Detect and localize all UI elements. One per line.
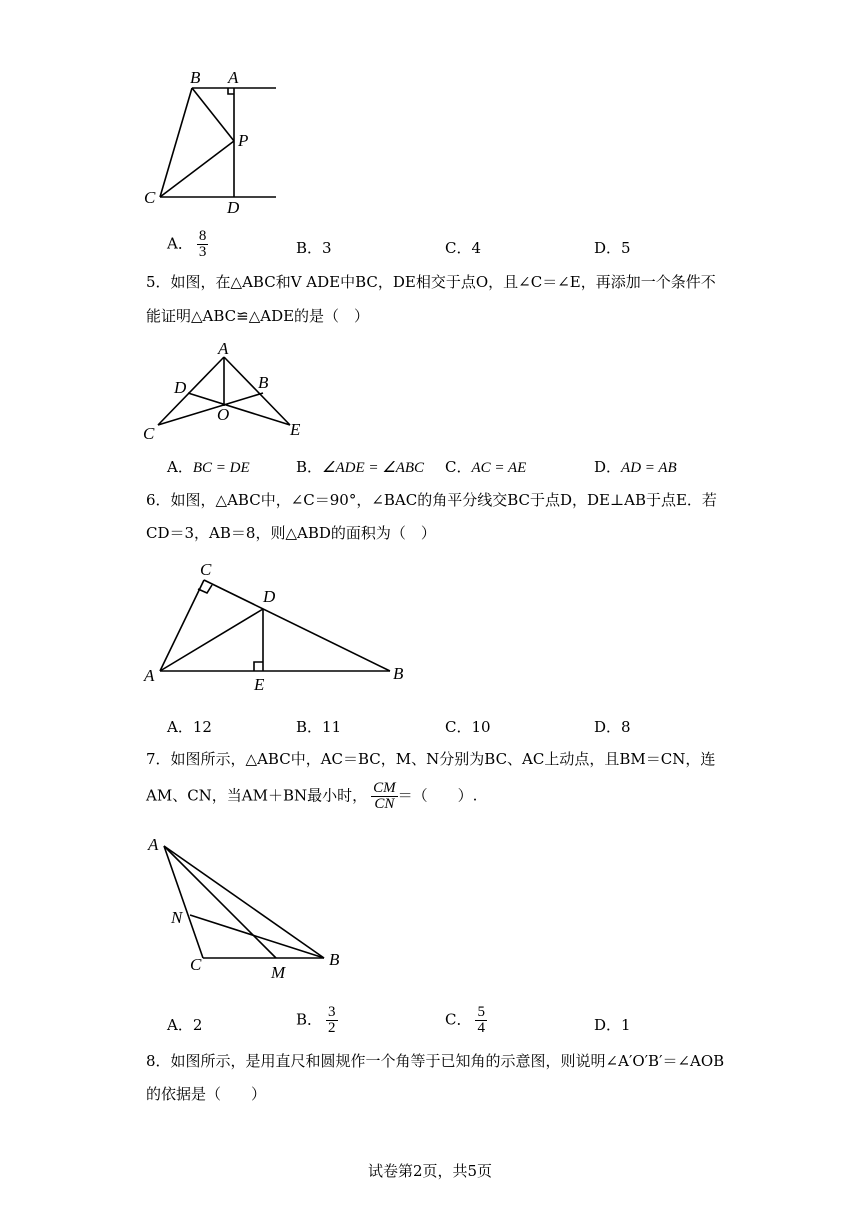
q7-stem-line1: 7．如图所示，△ABC中，AC＝BC，M、N分别为BC、AC上动点，且BM＝CN，连: [146, 750, 716, 768]
q6-label-c: C: [200, 560, 212, 579]
q4-option-a[interactable]: A． $\frac{8}{3}$: [167, 228, 207, 260]
q7-figure: [140, 836, 355, 986]
q4-figure: [140, 66, 290, 216]
q7-label-n: N: [171, 908, 183, 927]
q6-label-a: A: [144, 666, 155, 685]
q7-option-b[interactable]: B． $\frac{3}{2}$: [296, 1004, 336, 1036]
q6-stem-line1: 6．如图，△ABC中，∠C＝90°，∠BAC的角平分线交BC于点D，DE⊥AB于点E．若: [146, 491, 717, 509]
q6-option-a[interactable]: A．12: [167, 718, 212, 736]
q5-stem-line2: 能证明△ABC≌△ADE的是（ ）: [146, 307, 370, 325]
q4-option-c[interactable]: C．4: [445, 239, 482, 257]
q5-stem-line1: 5．如图，在△ABC和V ADE中BC，DE相交于点O，且∠C＝∠E，再添加一个条件不: [146, 273, 716, 291]
q5-label-b: B: [258, 373, 269, 392]
q4-label-p: P: [238, 131, 249, 150]
q8-stem-line2: 的依据是（ ）: [146, 1085, 267, 1103]
q7-label-b: B: [329, 950, 340, 969]
q6-option-c[interactable]: C．10: [445, 718, 491, 736]
q7-option-c-fraction: $\frac{5}{4}$: [477, 1004, 485, 1036]
q7-option-d[interactable]: D．1: [594, 1016, 631, 1034]
q4-label-d: D: [227, 198, 240, 217]
q7-option-c[interactable]: C． $\frac{5}{4}$: [445, 1004, 485, 1036]
q5-label-c: C: [143, 424, 155, 443]
q7-label-a: A: [148, 835, 159, 854]
q5-label-e: E: [290, 420, 301, 439]
q7-stem-fraction: $\frac{CM}{CN}$: [373, 780, 396, 812]
q4-label-a: A: [228, 68, 239, 87]
q6-label-e: E: [254, 675, 265, 694]
q5-option-c[interactable]: C．AC = AE: [445, 458, 527, 476]
q4-option-a-fraction: $\frac{8}{3}$: [198, 228, 207, 260]
q7-option-a[interactable]: A．2: [167, 1016, 203, 1034]
q7-label-m: M: [271, 963, 286, 982]
q6-option-b[interactable]: B．11: [296, 718, 342, 736]
q6-label-b: B: [393, 664, 404, 683]
q6-stem-line2: CD＝3，AB＝8，则△ABD的面积为（ ）: [146, 524, 436, 542]
q5-label-a: A: [218, 339, 229, 358]
q8-stem-line1: 8．如图所示，是用直尺和圆规作一个角等于已知角的示意图，则说明∠A′O′B′＝∠AOB: [146, 1052, 725, 1070]
q7-option-b-fraction: $\frac{3}{2}$: [328, 1004, 336, 1036]
q6-figure: [140, 558, 415, 698]
q5-label-d: D: [174, 378, 187, 397]
q5-option-b[interactable]: B．∠ADE = ∠ABC: [296, 458, 425, 476]
q4-label-b: B: [190, 68, 201, 87]
q6-label-d: D: [263, 587, 276, 606]
q4-option-d[interactable]: D．5: [594, 239, 631, 257]
q4-label-c: C: [144, 188, 156, 207]
q4-option-b[interactable]: B．3: [296, 239, 332, 257]
page-footer: 试卷第2页，共5页: [367, 1162, 493, 1180]
q5-label-o: O: [217, 405, 230, 424]
q5-option-d[interactable]: D．AD = AB: [594, 458, 677, 476]
q7-label-c: C: [190, 955, 202, 974]
q5-figure: [140, 340, 320, 445]
q6-option-d[interactable]: D．8: [594, 718, 631, 736]
q7-stem-line2: AM、CN，当AM＋BN最小时， $\frac{CM}{CN}$ ＝（ ）.: [146, 780, 478, 812]
q5-option-a[interactable]: A．BC = DE: [167, 458, 250, 476]
